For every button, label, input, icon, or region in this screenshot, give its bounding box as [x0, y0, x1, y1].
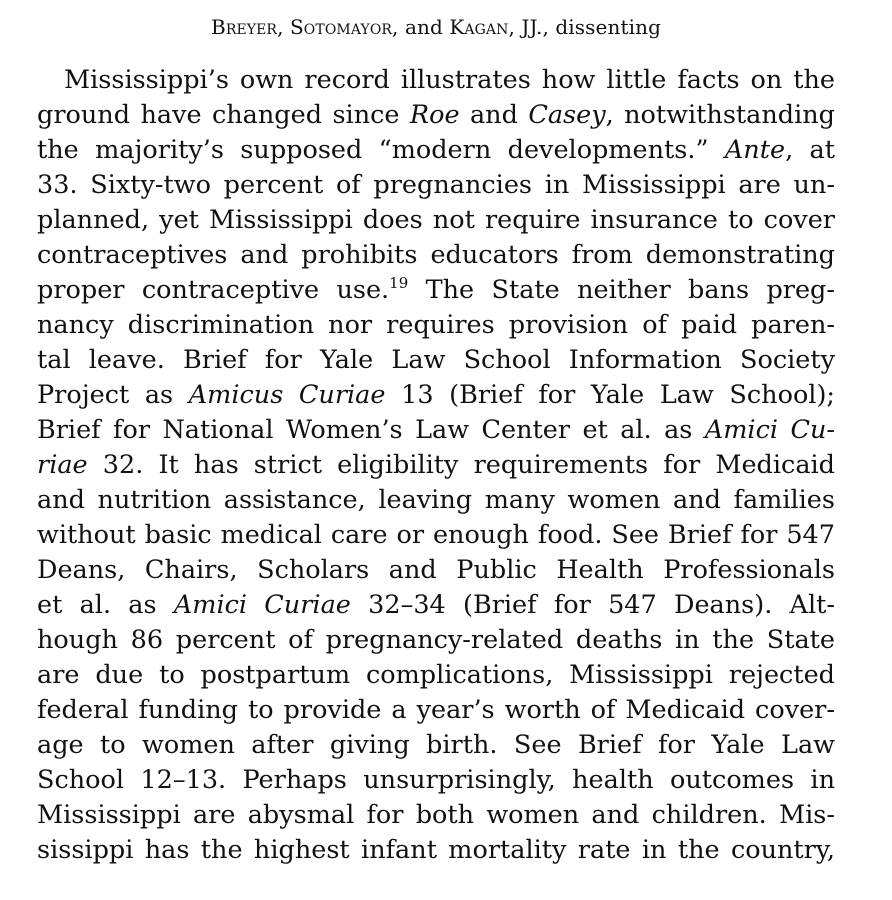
text-line: School 12–13. Perhaps unsurprisingly, health outcomes in — [37, 765, 835, 795]
text-line: 33. Sixty-two percent of pregnancies in Mississippi are un- — [37, 170, 835, 200]
text-line: Mississippi are abysmal for both women and children. Mis- — [37, 800, 835, 830]
header-separator: , and — [392, 15, 450, 39]
text-line — [37, 273, 835, 308]
citation-ante: Ante — [724, 135, 786, 165]
text-line — [37, 378, 835, 413]
text-line — [37, 413, 835, 448]
header-suffix: , JJ., dissenting — [508, 15, 661, 39]
amicus-term: Amici Curiae — [173, 590, 351, 620]
text-line: are due to postpartum complications, Mississippi rejected — [37, 660, 835, 690]
justice-name-breyer: Breyer — [211, 15, 278, 39]
text-line — [37, 98, 835, 133]
opinion-paragraph — [37, 63, 835, 868]
text-line: nancy discrimination nor requires provision of paid paren- — [37, 310, 835, 340]
text-run: proper contraceptive use. — [37, 275, 390, 305]
text-run: 13 (Brief for Yale Law School); — [385, 380, 835, 410]
text-run: ground have changed since — [37, 100, 410, 130]
text-line: Deans, Chairs, Scholars and Public Health Professionals — [37, 555, 835, 585]
text-run: The State neither bans preg- — [408, 275, 835, 305]
text-run: , at — [785, 135, 835, 165]
text-line — [37, 448, 835, 483]
text-run: Brief for National Women’s Law Center et al. as — [37, 415, 705, 445]
text-run: 32. It has strict eligibility requirements for Medicaid — [87, 450, 835, 480]
text-line — [37, 133, 835, 168]
text-run: the majority’s supposed “modern developments.” — [37, 135, 725, 165]
text-line: sissippi has the highest infant mortality rate in the country, — [37, 835, 835, 865]
text-run: and — [459, 100, 529, 130]
amicus-term: Amici Cu- — [704, 415, 835, 445]
amicus-term: riae — [37, 450, 88, 480]
text-run: et al. as — [37, 590, 174, 620]
text-line: age to women after giving birth. See Brief for Yale Law — [37, 730, 835, 760]
justice-name-sotomayor: Sotomayor — [290, 15, 393, 39]
text-line: planned, yet Mississippi does not require insurance to cover — [37, 205, 835, 235]
text-line: tal leave. Brief for Yale Law School Information Society — [37, 345, 835, 375]
text-line — [37, 588, 835, 623]
text-line: and nutrition assistance, leaving many women and families — [37, 485, 835, 515]
text-run: , notwithstanding — [605, 100, 835, 130]
text-run: 32–34 (Brief for 547 Deans). Alt- — [350, 590, 835, 620]
text-run: Project as — [37, 380, 189, 410]
running-head — [0, 14, 872, 40]
text-line: hough 86 percent of pregnancy-related deaths in the State — [37, 625, 835, 655]
text-line: Mississippi’s own record illustrates how little facts on the — [64, 65, 835, 95]
header-separator: , — [277, 15, 290, 39]
text-line: federal funding to provide a year’s worth of Medicaid cover- — [37, 695, 835, 725]
case-name-casey: Casey — [528, 100, 606, 130]
case-name-roe: Roe — [409, 100, 460, 130]
justice-name-kagan: Kagan — [449, 15, 509, 39]
text-line: without basic medical care or enough food. See Brief for 547 — [37, 520, 835, 550]
text-line: contraceptives and prohibits educators from demonstrating — [37, 240, 835, 270]
footnote-marker[interactable]: 19 — [389, 274, 409, 292]
amicus-term: Amicus Curiae — [188, 380, 386, 410]
